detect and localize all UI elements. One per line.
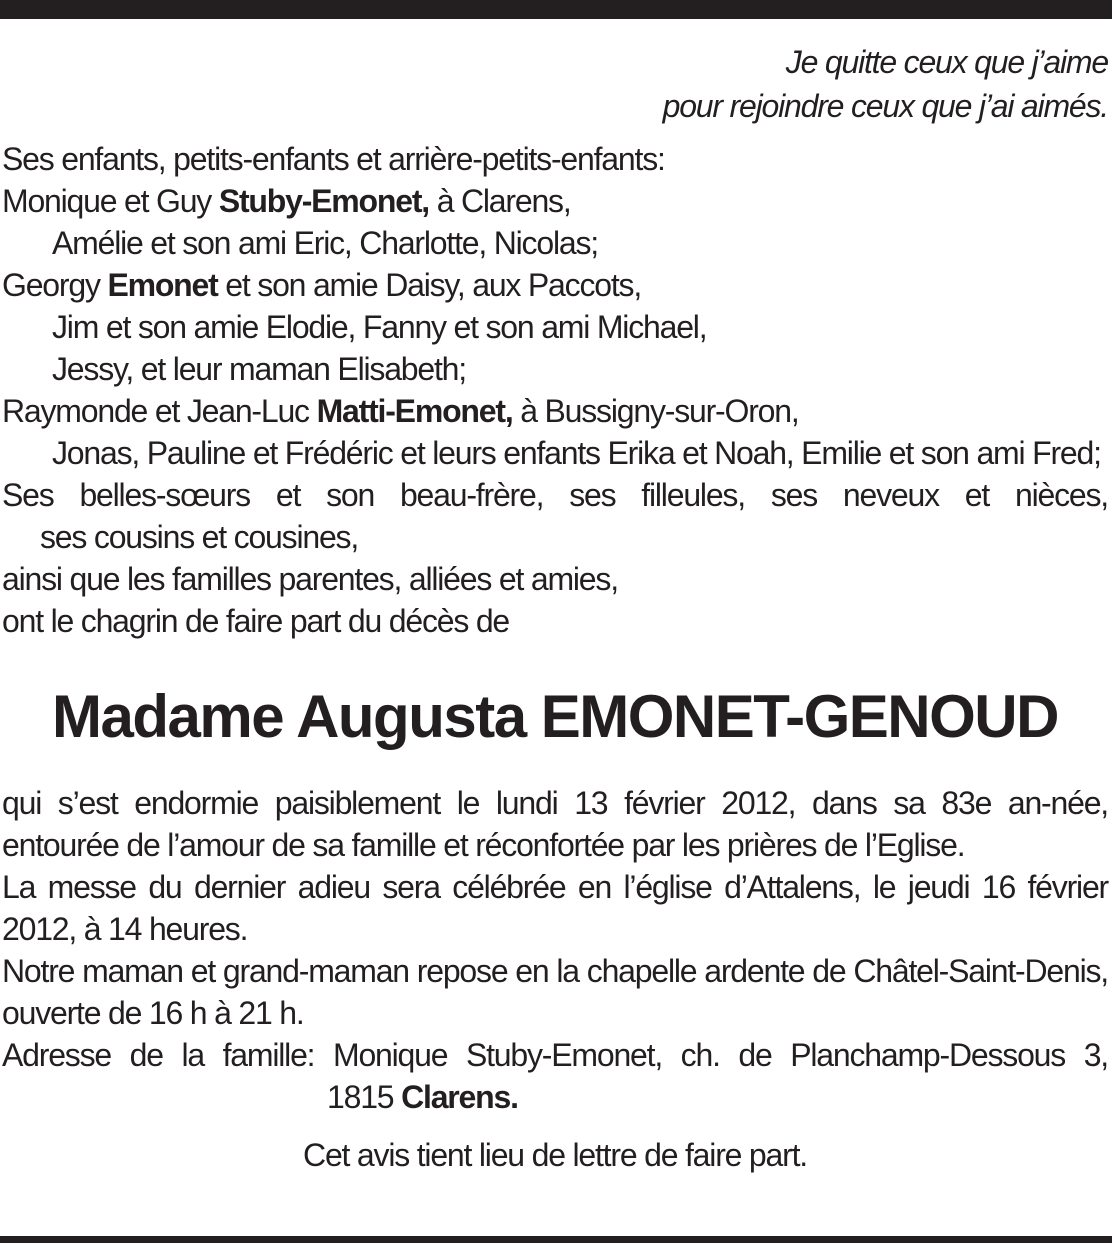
- announcement: ont le chagrin de faire part du décès de: [2, 603, 510, 639]
- family-address-line-1: Adresse de la famille: Monique Stuby-Emonet, ch. de Planchamp-Dessous 3,: [2, 1037, 1108, 1073]
- mass-paragraph: La messe du dernier adieu sera célébrée en l’église d’Attalens, le jeudi 16 février 2012, à 14 heures.: [2, 869, 1108, 947]
- family-group-2-suffix: et son amie Daisy, aux Paccots,: [217, 267, 642, 303]
- family-group-2-surname: Emonet: [107, 267, 218, 303]
- death-paragraph: qui s’est endormie paisiblement le lundi 13 février 2012, dans sa 83e an-née, entourée de l’amour de sa famille et réconfortée par les prières de l’Eglise.: [2, 785, 1108, 863]
- epigraph-line-1: Je quitte ceux que j’aime: [785, 44, 1108, 80]
- obituary-notice: [2, 40, 1108, 1176]
- family-intro: Ses enfants, petits-enfants et arrière-petits-enfants:: [2, 141, 665, 177]
- family-group-1: [2, 180, 1108, 222]
- deceased-name: Madame Augusta EMONET-GENOUD: [52, 683, 1058, 750]
- family-group-3-prefix: Raymonde et Jean-Luc: [2, 393, 317, 429]
- relatives-line-2: ses cousins et cousines,: [40, 519, 359, 555]
- family-group-1-children: Amélie et son ami Eric, Charlotte, Nicolas;: [52, 225, 598, 261]
- family-address-line-2: [2, 1076, 1108, 1118]
- family-group-1-suffix: à Clarens,: [429, 183, 571, 219]
- family-group-3-children: Jonas, Pauline et Frédéric et leurs enfants Erika et Noah, Emilie et son ami Fred;: [52, 435, 1101, 471]
- address-postcode: 1815: [327, 1079, 402, 1115]
- top-rule: [0, 0, 1112, 19]
- address-city: Clarens.: [401, 1079, 518, 1115]
- epigraph-line-2: pour rejoindre ceux que j’ai aimés.: [662, 88, 1108, 124]
- family-group-2-children-2: Jessy, et leur maman Elisabeth;: [52, 351, 466, 387]
- allied-families: ainsi que les familles parentes, alliées et amies,: [2, 561, 618, 597]
- relatives-line-1: Ses belles-sœurs et son beau-frère, ses filleules, ses neveux et nièces,: [2, 477, 1108, 513]
- family-group-3: [2, 390, 1108, 432]
- family-group-1-prefix: Monique et Guy: [2, 183, 219, 219]
- chapel-paragraph: Notre maman et grand-maman repose en la chapelle ardente de Châtel-Saint-Denis, ouverte de 16 h à 21 h.: [2, 953, 1108, 1031]
- family-group-2-children-1: Jim et son amie Elodie, Fanny et son ami Michael,: [52, 309, 707, 345]
- family-group-1-surname: Stuby-Emonet,: [218, 183, 429, 219]
- family-group-2-prefix: Georgy: [2, 267, 108, 303]
- family-group-3-surname: Matti-Emonet,: [316, 393, 513, 429]
- bottom-rule: [0, 1236, 1112, 1243]
- epigraph: [2, 40, 1108, 128]
- family-group-2: [2, 264, 1108, 306]
- closing-note: Cet avis tient lieu de lettre de faire part.: [303, 1137, 807, 1173]
- family-group-3-suffix: à Bussigny-sur-Oron,: [512, 393, 799, 429]
